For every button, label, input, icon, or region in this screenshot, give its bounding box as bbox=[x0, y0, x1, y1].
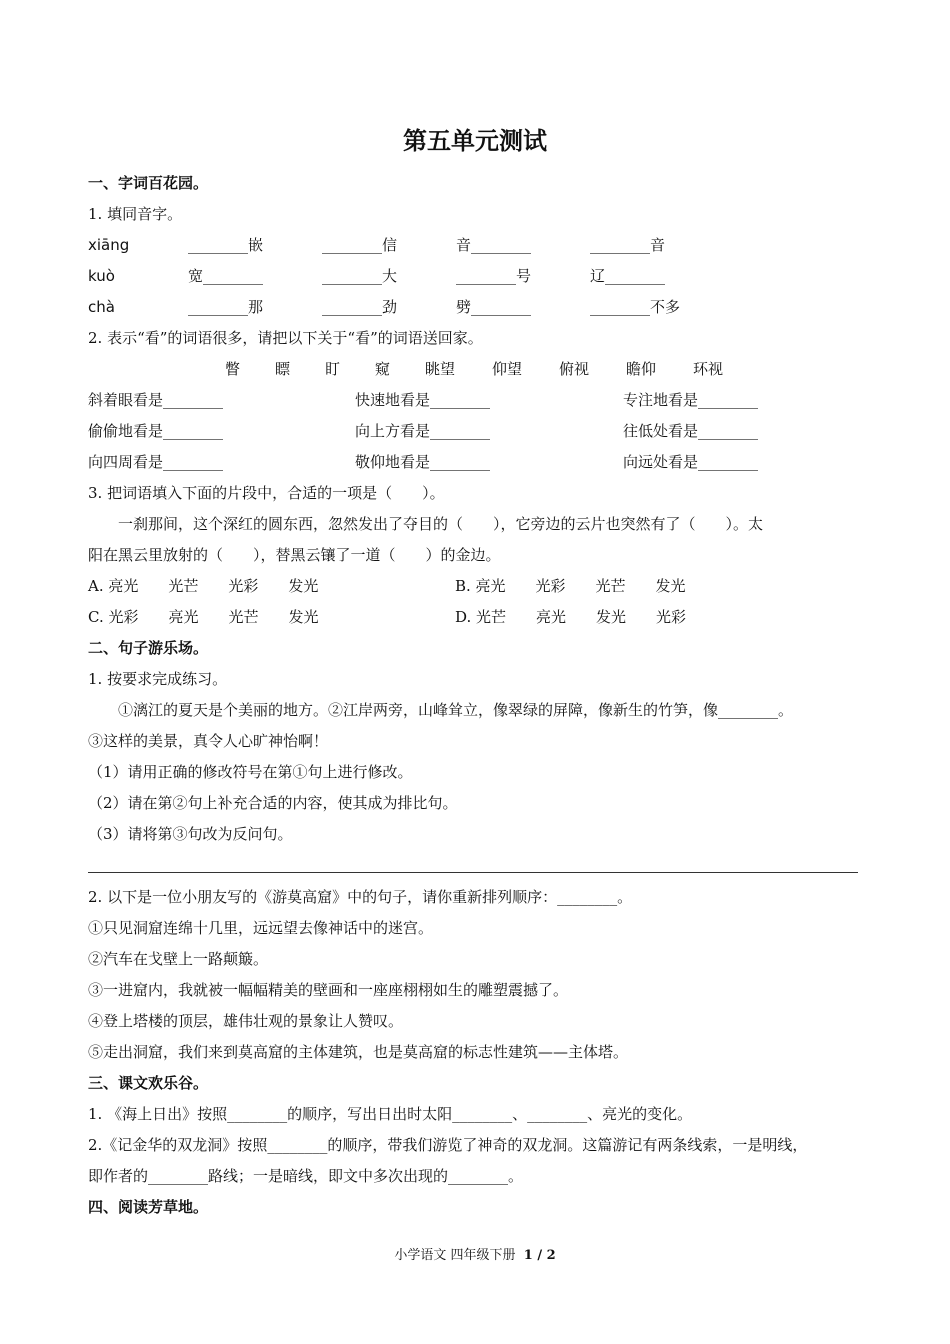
section-heading-2: 二、句子游乐场。 bbox=[88, 639, 209, 657]
fill-item: 宽________ bbox=[188, 267, 264, 285]
fill-item: 偷偷地看是________ bbox=[88, 422, 224, 440]
list-item: ④登上塔楼的顶层，雄伟壮观的景象让人赞叹。 bbox=[88, 1012, 404, 1030]
page-number: 1 / 2 bbox=[523, 1248, 556, 1263]
fill-item: ________音 bbox=[590, 236, 666, 254]
fill-item: ________大 bbox=[322, 267, 398, 285]
question-label: 2. 表示“看”的词语很多，请把以下关于“看”的词语送回家。 bbox=[88, 329, 483, 347]
section-heading-4: 四、阅读芳草地。 bbox=[88, 1198, 209, 1216]
fill-item: 向上方看是________ bbox=[355, 422, 491, 440]
pinyin: chà bbox=[88, 298, 115, 316]
fill-item: ________不多 bbox=[590, 298, 681, 316]
fill-item: ________号 bbox=[456, 267, 532, 285]
question-label: 1. 《海上日出》按照________的顺序，写出日出时太阳________、________、亮光的变化。 bbox=[88, 1105, 693, 1123]
list-item: ③一进窟内，我就被一幅幅精美的壁画和一座座栩栩如生的雕塑震撼了。 bbox=[88, 981, 569, 999]
pinyin: xiāng bbox=[88, 236, 130, 254]
section-heading-3: 三、课文欢乐谷。 bbox=[88, 1074, 209, 1092]
page-title: 第五单元测试 bbox=[403, 127, 547, 155]
word-bank-item: 瞟 bbox=[275, 360, 291, 378]
list-item: ②汽车在戈壁上一路颠簸。 bbox=[88, 950, 269, 968]
paragraph: 阳在黑云里放射的（ ），替黑云镶了一道（ ）的金边。 bbox=[88, 546, 501, 564]
fill-item: 斜着眼看是________ bbox=[88, 391, 224, 409]
fill-item: 往低处看是________ bbox=[623, 422, 759, 440]
option-b: B. 亮光 光彩 光芒 发光 bbox=[455, 577, 686, 595]
fill-item: 向四周看是________ bbox=[88, 453, 224, 471]
paragraph: 一刹那间，这个深红的圆东西，忽然发出了夺目的（ ），它旁边的云片也突然有了（ ）。太 bbox=[118, 515, 764, 533]
list-item: ⑤走出洞窟，我们来到莫高窟的主体建筑，也是莫高窟的标志性建筑——主体塔。 bbox=[88, 1043, 629, 1061]
option-a: A. 亮光 光芒 光彩 发光 bbox=[88, 577, 319, 595]
word-bank-item: 环视 bbox=[693, 360, 724, 378]
fill-item: ________那 bbox=[188, 298, 264, 316]
answer-line bbox=[88, 872, 858, 873]
question-label: 2.《记金华的双龙洞》按照________的顺序，带我们游览了神奇的双龙洞。这篇游记有两条线索，一是明线， bbox=[88, 1136, 808, 1154]
question-label: 1. 填同音字。 bbox=[88, 205, 183, 223]
fill-item: 敬仰地看是________ bbox=[355, 453, 491, 471]
question-label: 3. 把词语填入下面的片段中，合适的一项是（ ）。 bbox=[88, 484, 445, 502]
question-label: 2. 以下是一位小朋友写的《游莫高窟》中的句子，请你重新排列顺序：________。 bbox=[88, 888, 633, 906]
page-footer bbox=[0, 1247, 950, 1265]
word-bank-item: 盯 bbox=[325, 360, 341, 378]
fill-item: 快速地看是________ bbox=[355, 391, 491, 409]
word-bank-item: 仰望 bbox=[492, 360, 523, 378]
paragraph: 即作者的________路线；一是暗线，即文中多次出现的________。 bbox=[88, 1167, 524, 1185]
paragraph: ③这样的美景，真令人心旷神怡啊！ bbox=[88, 732, 329, 750]
sub-question: （2）请在第②句上补充合适的内容，使其成为排比句。 bbox=[88, 794, 458, 812]
word-bank-item: 俯视 bbox=[559, 360, 590, 378]
option-c: C. 光彩 亮光 光芒 发光 bbox=[88, 608, 319, 626]
fill-item: 向远处看是________ bbox=[623, 453, 759, 471]
sub-question: （1）请用正确的修改符号在第①句上进行修改。 bbox=[88, 763, 413, 781]
question-label: 1. 按要求完成练习。 bbox=[88, 670, 228, 688]
fill-item: 专注地看是________ bbox=[623, 391, 759, 409]
pinyin: kuò bbox=[88, 267, 115, 285]
section-heading-1: 一、字词百花园。 bbox=[88, 174, 209, 192]
fill-item: 辽________ bbox=[590, 267, 666, 285]
word-bank-item: 窥 bbox=[375, 360, 391, 378]
list-item: ①只见洞窟连绵十几里，远远望去像神话中的迷宫。 bbox=[88, 919, 434, 937]
word-bank-item: 瞻仰 bbox=[626, 360, 657, 378]
fill-item: 音________ bbox=[456, 236, 532, 254]
footer-text: 小学语文 四年级下册 bbox=[394, 1248, 516, 1263]
fill-item: ________嵌 bbox=[188, 236, 264, 254]
option-d: D. 光芒 亮光 发光 光彩 bbox=[455, 608, 687, 626]
word-bank-item: 眺望 bbox=[425, 360, 456, 378]
sub-question: （3）请将第③句改为反问句。 bbox=[88, 825, 293, 843]
fill-item: ________信 bbox=[322, 236, 398, 254]
paragraph: ①漓江的夏天是个美丽的地方。②江岸两旁，山峰耸立，像翠绿的屏障，像新生的竹笋，像________。 bbox=[118, 701, 794, 719]
fill-item: 劈________ bbox=[456, 298, 532, 316]
word-bank-item: 瞥 bbox=[225, 360, 241, 378]
fill-item: ________劲 bbox=[322, 298, 398, 316]
